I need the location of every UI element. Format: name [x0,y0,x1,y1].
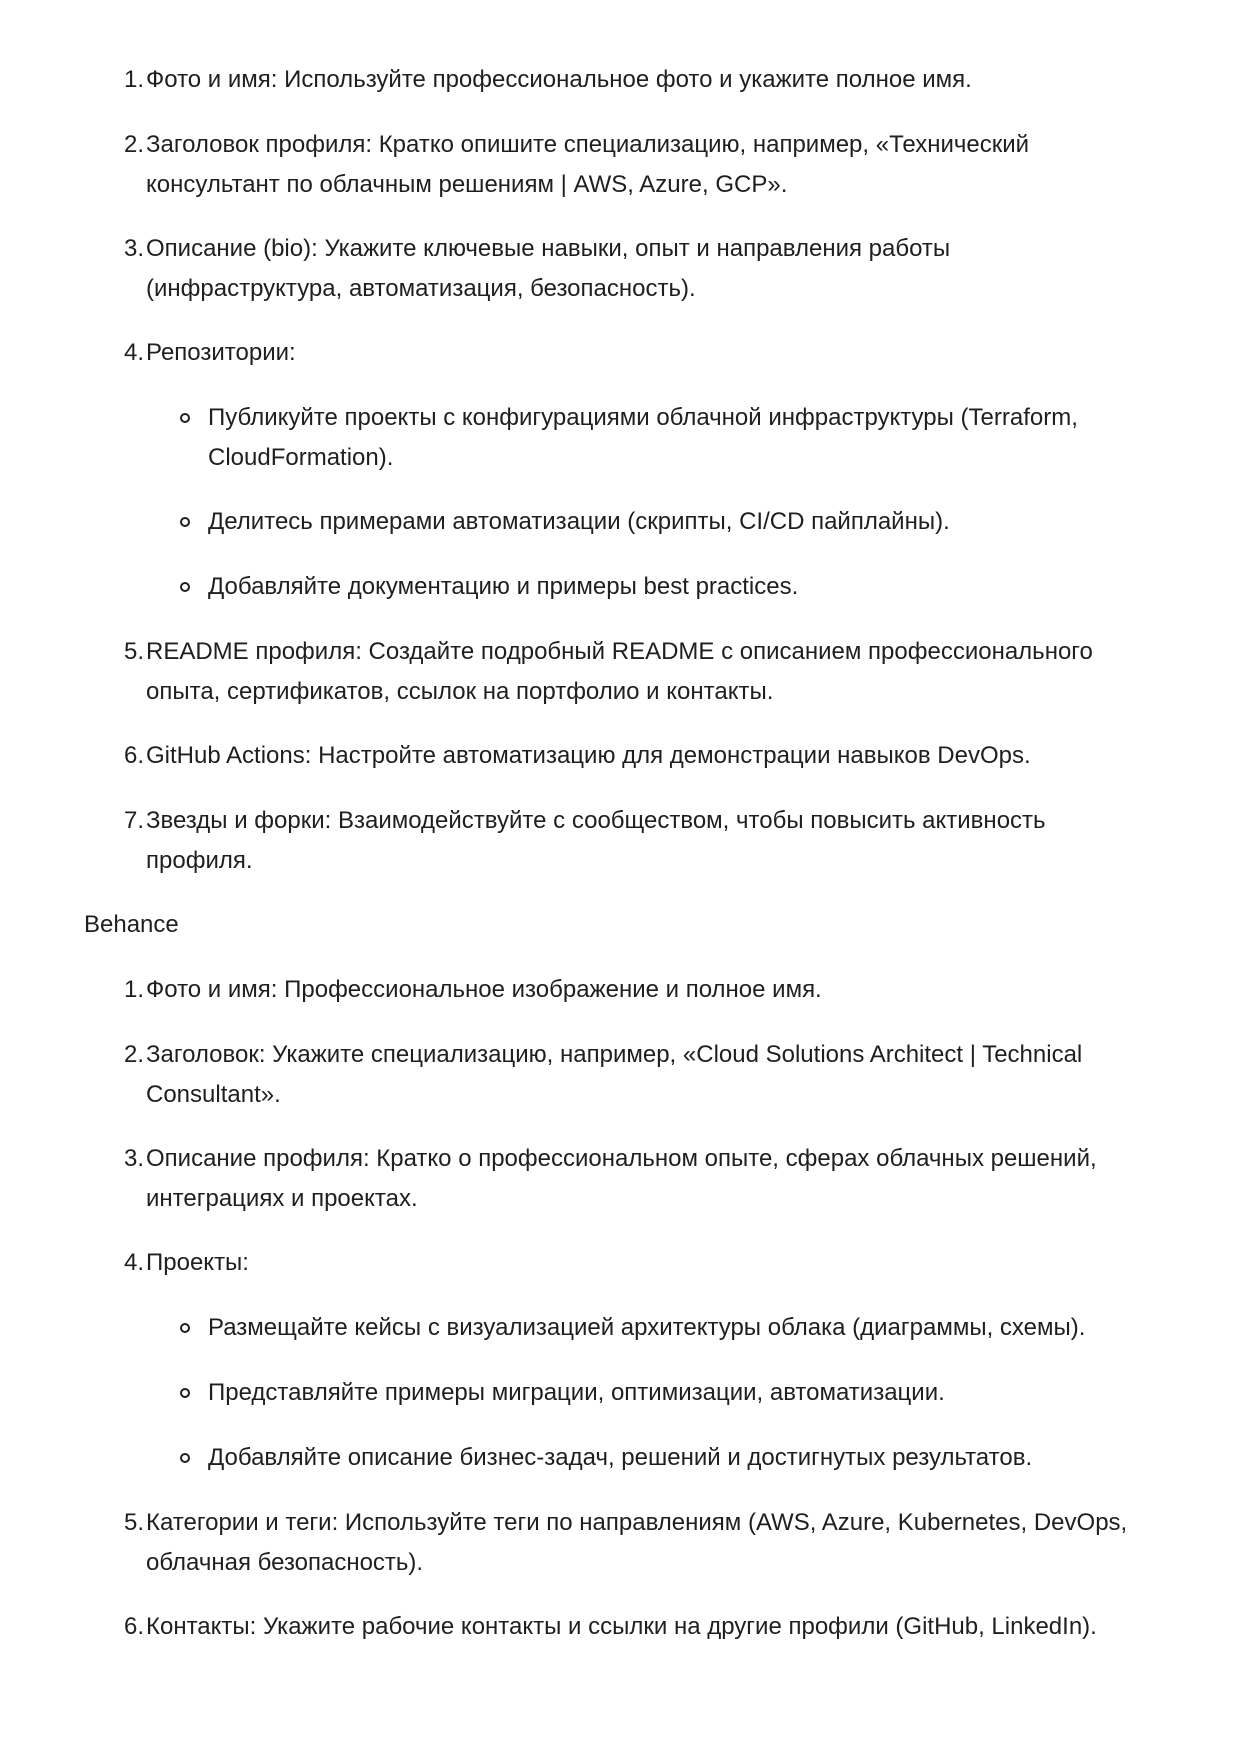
list-item-text: Проекты: [146,1249,249,1276]
circle-bullet-icon [180,413,190,423]
list-item-text: Категории и теги: Используйте теги по направлениям (AWS, Azure, Kubernetes, DevOps, облачная безопасность). [146,1509,1128,1576]
circle-bullet-icon [180,1453,190,1463]
list-number: 6. [123,1613,144,1640]
circle-bullet-icon [180,1388,190,1398]
section-heading-behance: Behance [84,911,179,938]
list-item-text: README профиля: Создайте подробный README с описанием профессионального опыта, сертификатов, ссылок на портфолио и контакты. [146,638,1093,705]
circle-bullet-icon [180,582,190,592]
list-number: 4. [123,1249,144,1276]
list-item-text: Заголовок профиля: Кратко опишите специализацию, например, «Технический консультант по облачным решениям | AWS, Azure, GCP». [146,131,1030,198]
list-item-text: Контакты: Укажите рабочие контакты и ссылки на другие профили (GitHub, LinkedIn). [146,1613,1097,1640]
circle-bullet-icon [180,1323,190,1333]
sub-list-item-text: Публикуйте проекты с конфигурациями облачной инфраструктуры (Terraform, CloudFormation). [208,404,1078,471]
list-item-text: Репозитории: [146,339,296,366]
list-number: 7. [123,807,144,834]
circle-bullet-icon [180,517,190,527]
list-item-text: Описание (bio): Укажите ключевые навыки, опыт и направления работы (инфраструктура, автоматизация, безопасность). [146,235,951,302]
list-item-text: Звезды и форки: Взаимодействуйте с сообществом, чтобы повысить активность профиля. [146,807,1046,874]
list-item-text: Фото и имя: Профессиональное изображение и полное имя. [146,976,822,1003]
list-item-text: GitHub Actions: Настройте автоматизацию для демонстрации навыков DevOps. [146,742,1031,769]
sub-list-item-text: Добавляйте описание бизнес-задач, решений и достигнутых результатов. [208,1444,1033,1471]
list-number: 6. [123,742,144,769]
sub-list-item-text: Добавляйте документацию и примеры best practices. [208,573,799,600]
list-number: 3. [123,1145,144,1172]
sub-list-item-text: Делитесь примерами автоматизации (скрипты, CI/CD пайплайны). [208,508,950,535]
list-item-text: Заголовок: Укажите специализацию, например, «Cloud Solutions Architect | Technical Consultant». [146,1041,1083,1108]
list-number: 1. [123,66,144,93]
list-item-text: Описание профиля: Кратко о профессиональном опыте, сферах облачных решений, интеграциях и проектах. [146,1145,1097,1212]
list-item-text: Фото и имя: Используйте профессиональное фото и укажите полное имя. [146,66,972,93]
sub-list-item-text: Размещайте кейсы с визуализацией архитектуры облака (диаграммы, схемы). [208,1314,1086,1341]
list-number: 2. [123,1041,144,1068]
list-number: 2. [123,131,144,158]
list-number: 5. [123,638,144,665]
list-number: 1. [123,976,144,1003]
sub-list-item-text: Представляйте примеры миграции, оптимизации, автоматизации. [208,1379,945,1406]
list-number: 4. [123,339,144,366]
list-number: 5. [123,1509,144,1536]
list-number: 3. [123,235,144,262]
